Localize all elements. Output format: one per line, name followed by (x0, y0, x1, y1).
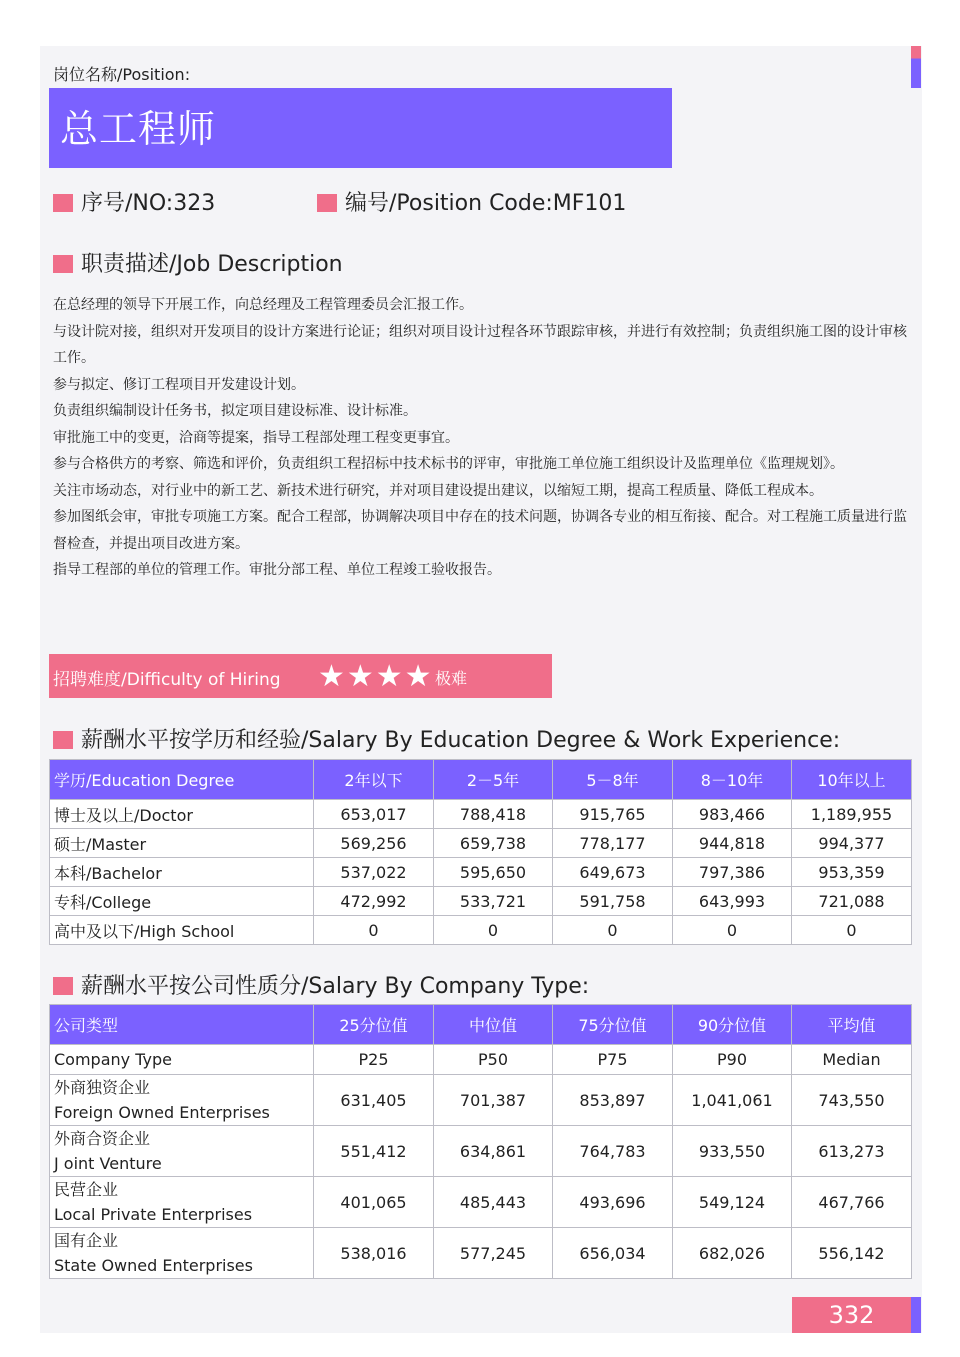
column-header: 中位值 (434, 1005, 553, 1045)
table-cell: Median (792, 1045, 912, 1075)
description-line: 关注市场动态，对行业中的新工艺、新技术进行研究，并对项目建设提出建议，以缩短工期，提高工程质量、降低工程成本。 (53, 482, 823, 499)
table-cell: 556,142 (792, 1228, 912, 1279)
table-cell: P50 (434, 1045, 553, 1075)
table-row (50, 800, 912, 829)
description-line: 参与合格供方的考察、筛选和评价，负责组织工程招标中技术标书的评审，审批施工单位施工组织设计及监理单位《监理规划》。 (53, 456, 844, 472)
table-cell: 788,418 (434, 800, 553, 829)
company-type-en: J oint Venture (54, 1154, 162, 1173)
table-cell: 591,758 (553, 887, 673, 916)
table-cell: 797,386 (673, 858, 792, 887)
table-cell: 933,550 (673, 1126, 792, 1177)
table-cell: 472,992 (314, 887, 434, 916)
company-type-zh: 外商合资企业 (54, 1129, 151, 1148)
table-row (50, 1126, 912, 1177)
company-type-zh: 民营企业 (54, 1180, 119, 1199)
table-subheader-row (50, 1045, 912, 1075)
position-label: 岗位名称/Position: (53, 65, 191, 84)
table-cell: 537,022 (314, 858, 434, 887)
table-cell: P90 (673, 1045, 792, 1075)
description-line: 负责组织编制设计任务书，拟定项目建设标准、设计标准。 (53, 403, 417, 419)
bullet-square-icon (53, 977, 73, 995)
column-header: 5－8年 (553, 760, 673, 800)
bullet-square-icon (317, 194, 337, 212)
table-cell: 778,177 (553, 829, 673, 858)
company-type-cell (50, 1126, 314, 1177)
table-cell: 1,041,061 (673, 1075, 792, 1126)
table-cell: 653,017 (314, 800, 434, 829)
table-cell: 1,189,955 (792, 800, 912, 829)
table-row (50, 829, 912, 858)
column-header: 90分位值 (673, 1005, 792, 1045)
table-cell: 0 (553, 916, 673, 945)
table-cell: 915,765 (553, 800, 673, 829)
salary-education-table (49, 759, 912, 945)
description-line: 审批施工中的变更，洽商等提案，指导工程部处理工程变更事宜。 (53, 429, 459, 446)
table-cell: 656,034 (553, 1228, 673, 1279)
page-title: 总工程师 (60, 107, 217, 151)
table-cell: 538,016 (314, 1228, 434, 1279)
table-cell: Company Type (50, 1045, 314, 1075)
table-cell: 634,861 (434, 1126, 553, 1177)
description-line: 参与拟定、修订工程项目开发建设计划。 (53, 376, 305, 393)
salary-education-heading: 薪酬水平按学历和经验/Salary By Education Degree & Work Experience: (53, 723, 840, 754)
column-header: 2年以下 (314, 760, 434, 800)
table-cell: 944,818 (673, 829, 792, 858)
column-header: 75分位值 (553, 1005, 673, 1045)
description-line: 与设计院对接，组织对开发项目的设计方案进行论证；组织对项目设计过程各环节跟踪审核，并进行有效控制；负责组织施工图的设计审核工作。 (53, 323, 907, 366)
table-cell: 764,783 (553, 1126, 673, 1177)
company-type-cell (50, 1228, 314, 1279)
table-cell: 549,124 (673, 1177, 792, 1228)
table-cell: 649,673 (553, 858, 673, 887)
table-cell: 743,550 (792, 1075, 912, 1126)
table-cell: 本科/Bachelor (50, 858, 314, 887)
column-header: 公司类型 (50, 1005, 314, 1045)
company-type-en: State Owned Enterprises (54, 1256, 253, 1275)
table-cell: 682,026 (673, 1228, 792, 1279)
table-row (50, 887, 912, 916)
column-header: 25分位值 (314, 1005, 434, 1045)
company-type-en: Local Private Enterprises (54, 1205, 253, 1224)
table-cell: 0 (792, 916, 912, 945)
star-rating-icon: ★★★★ (318, 659, 434, 694)
corner-accent (911, 46, 921, 88)
hiring-difficulty-label: 招聘难度/Difficulty of Hiring (53, 670, 281, 690)
company-type-zh: 国有企业 (54, 1231, 119, 1250)
table-row (50, 1075, 912, 1126)
table-cell: 高中及以下/High School (50, 916, 314, 945)
table-cell: 533,721 (434, 887, 553, 916)
table-cell: 485,443 (434, 1177, 553, 1228)
table-cell: 953,359 (792, 858, 912, 887)
table-cell: 595,650 (434, 858, 553, 887)
table-row (50, 1228, 912, 1279)
company-type-cell (50, 1177, 314, 1228)
page-number-accent (911, 1297, 921, 1333)
table-cell: 643,993 (673, 887, 792, 916)
table-cell: 0 (434, 916, 553, 945)
table-cell: 0 (314, 916, 434, 945)
description-line: 指导工程部的单位的管理工作。审批分部工程、单位工程竣工验收报告。 (53, 562, 501, 578)
table-cell: 701,387 (434, 1075, 553, 1126)
table-cell: 0 (673, 916, 792, 945)
company-type-en: Foreign Owned Enterprises (54, 1103, 270, 1122)
column-header: 2－5年 (434, 760, 553, 800)
table-cell: 983,466 (673, 800, 792, 829)
table-cell: 专科/College (50, 887, 314, 916)
job-description-text (53, 292, 911, 584)
description-line: 在总经理的领导下开展工作，向总经理及工程管理委员会汇报工作。 (53, 297, 473, 313)
table-cell: 853,897 (553, 1075, 673, 1126)
company-type-cell (50, 1075, 314, 1126)
position-code: 编号/Position Code:MF101 (317, 186, 626, 217)
page-number: 332 (828, 1301, 875, 1329)
table-cell: 577,245 (434, 1228, 553, 1279)
table-cell: 994,377 (792, 829, 912, 858)
bullet-square-icon (53, 731, 73, 749)
table-cell: 硕士/Master (50, 829, 314, 858)
column-header: 8－10年 (673, 760, 792, 800)
serial-number: 序号/NO:323 (53, 186, 215, 217)
salary-company-heading: 薪酬水平按公司性质分/Salary By Company Type: (53, 969, 589, 1000)
table-header-row (50, 1005, 912, 1045)
bullet-square-icon (53, 255, 73, 273)
table-row (50, 858, 912, 887)
table-cell: 493,696 (553, 1177, 673, 1228)
salary-company-table (49, 1004, 912, 1279)
table-cell: 721,088 (792, 887, 912, 916)
table-cell: 659,738 (434, 829, 553, 858)
table-row (50, 916, 912, 945)
table-cell: 401,065 (314, 1177, 434, 1228)
table-cell: 569,256 (314, 829, 434, 858)
column-header: 学历/Education Degree (50, 760, 314, 800)
column-header: 10年以上 (792, 760, 912, 800)
hiring-difficulty-level: 极难 (435, 669, 468, 688)
company-type-zh: 外商独资企业 (54, 1078, 151, 1097)
table-cell: 551,412 (314, 1126, 434, 1177)
table-cell: 631,405 (314, 1075, 434, 1126)
table-cell: P75 (553, 1045, 673, 1075)
column-header: 平均值 (792, 1005, 912, 1045)
bullet-square-icon (53, 194, 73, 212)
table-header-row (50, 760, 912, 800)
table-cell: 613,273 (792, 1126, 912, 1177)
table-row (50, 1177, 912, 1228)
job-description-heading: 职责描述/Job Description (53, 247, 343, 278)
description-line: 参加图纸会审，审批专项施工方案。配合工程部，协调解决项目中存在的技术问题，协调各专业的相互衔接、配合。对工程施工质量进行监督检查，并提出项目改进方案。 (53, 509, 907, 552)
table-cell: P25 (314, 1045, 434, 1075)
table-cell: 博士及以上/Doctor (50, 800, 314, 829)
table-cell: 467,766 (792, 1177, 912, 1228)
